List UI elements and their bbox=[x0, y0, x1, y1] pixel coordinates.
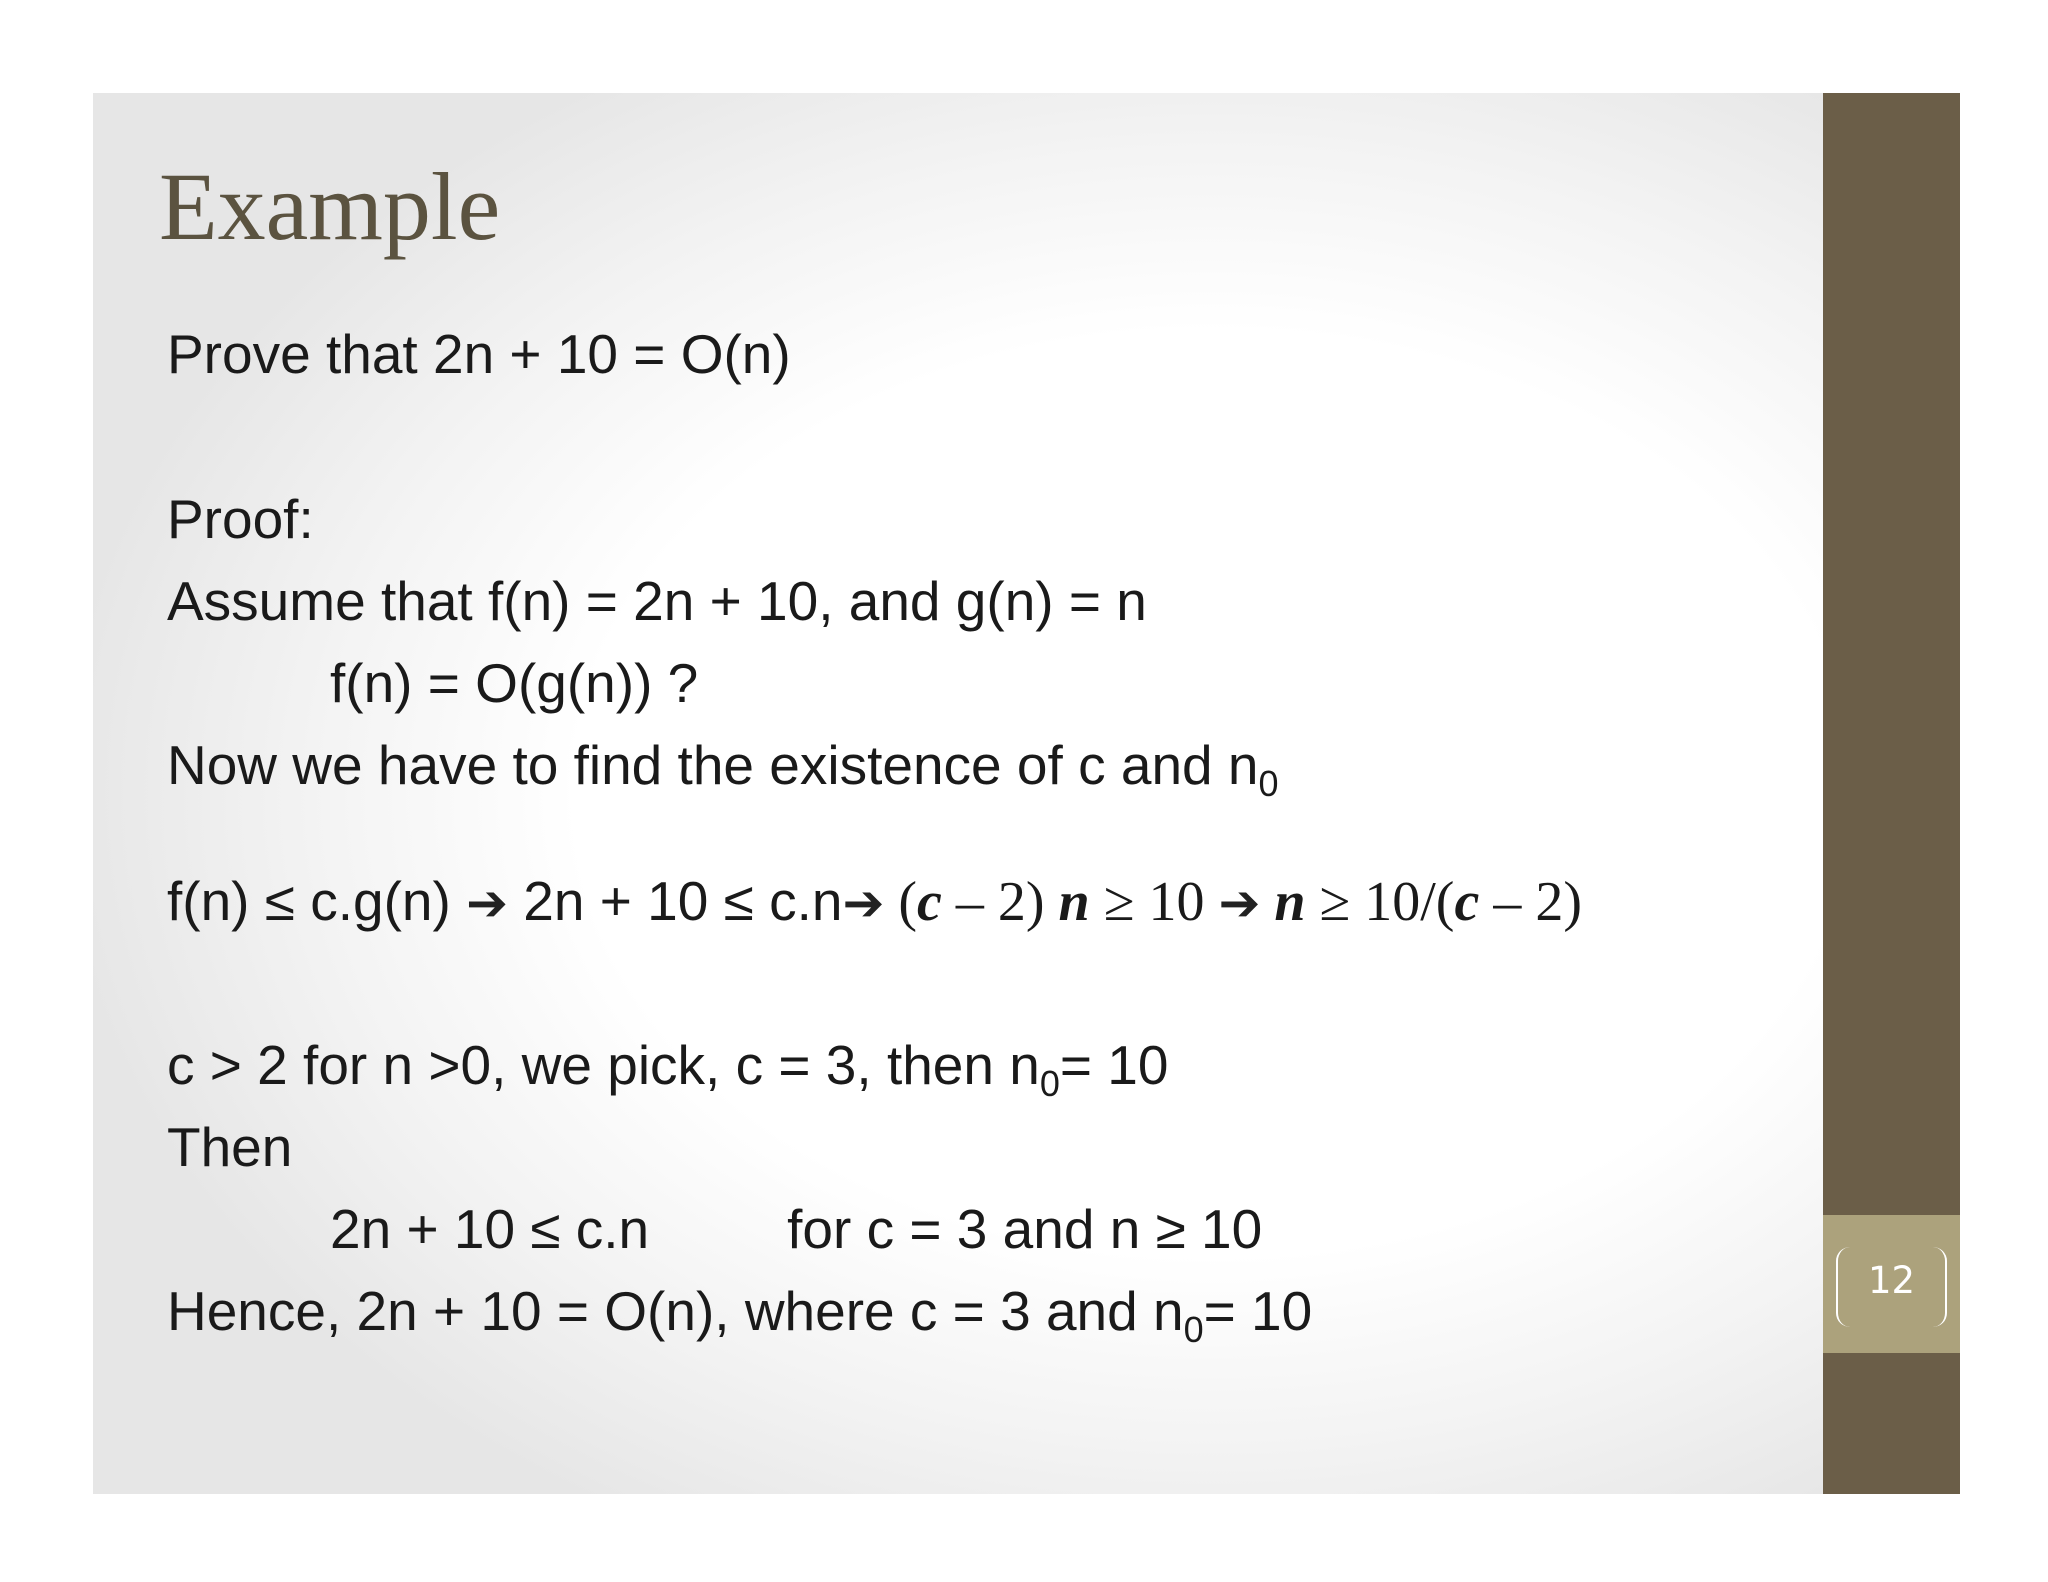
existence-text: Now we have to find the existence of c and n bbox=[167, 734, 1259, 796]
derivation-line bbox=[167, 870, 1582, 933]
slide-title: Example bbox=[159, 153, 501, 260]
pick-constants-line bbox=[167, 1034, 1169, 1104]
assumption-line: Assume that f(n) = 2n + 10, and g(n) = n bbox=[167, 570, 1147, 632]
derivation-part-d: n ≥ 10/(c – 2) bbox=[1260, 871, 1582, 933]
existence-line bbox=[167, 734, 1279, 804]
question-line: f(n) = O(g(n)) ? bbox=[330, 652, 699, 714]
slide bbox=[93, 93, 1960, 1494]
derivation-part-b: 2n + 10 ≤ c.n bbox=[508, 870, 843, 932]
derivation-part-a: f(n) ≤ c.g(n) bbox=[167, 870, 467, 932]
conclusion-text: Hence, 2n + 10 = O(n), where c = 3 and n bbox=[167, 1280, 1184, 1342]
inequality-expr: 2n + 10 ≤ c.n bbox=[330, 1198, 650, 1260]
inequality-condition: for c = 3 and n ≥ 10 bbox=[787, 1198, 1263, 1260]
existence-subscript: 0 bbox=[1258, 763, 1279, 804]
page-number: 12 bbox=[1867, 1259, 1916, 1302]
proof-label: Proof: bbox=[167, 488, 314, 550]
page-number-box bbox=[1823, 1215, 1960, 1353]
pick-value: = 10 bbox=[1059, 1034, 1169, 1096]
implies-arrow-icon: ➔ bbox=[842, 874, 885, 932]
implies-arrow-icon: ➔ bbox=[466, 874, 509, 932]
problem-statement: Prove that 2n + 10 = O(n) bbox=[167, 323, 791, 385]
derivation-part-c: (c – 2) n ≥ 10 bbox=[884, 871, 1219, 933]
conclusion-line bbox=[167, 1280, 1313, 1350]
inequality-line bbox=[330, 1198, 1263, 1260]
pick-text: c > 2 for n >0, we pick, c = 3, then n bbox=[167, 1034, 1040, 1096]
then-label: Then bbox=[167, 1116, 293, 1178]
conclusion-subscript: 0 bbox=[1183, 1309, 1204, 1350]
implies-arrow-icon: ➔ bbox=[1218, 874, 1261, 932]
pick-subscript: 0 bbox=[1039, 1063, 1060, 1104]
conclusion-value: = 10 bbox=[1203, 1280, 1313, 1342]
